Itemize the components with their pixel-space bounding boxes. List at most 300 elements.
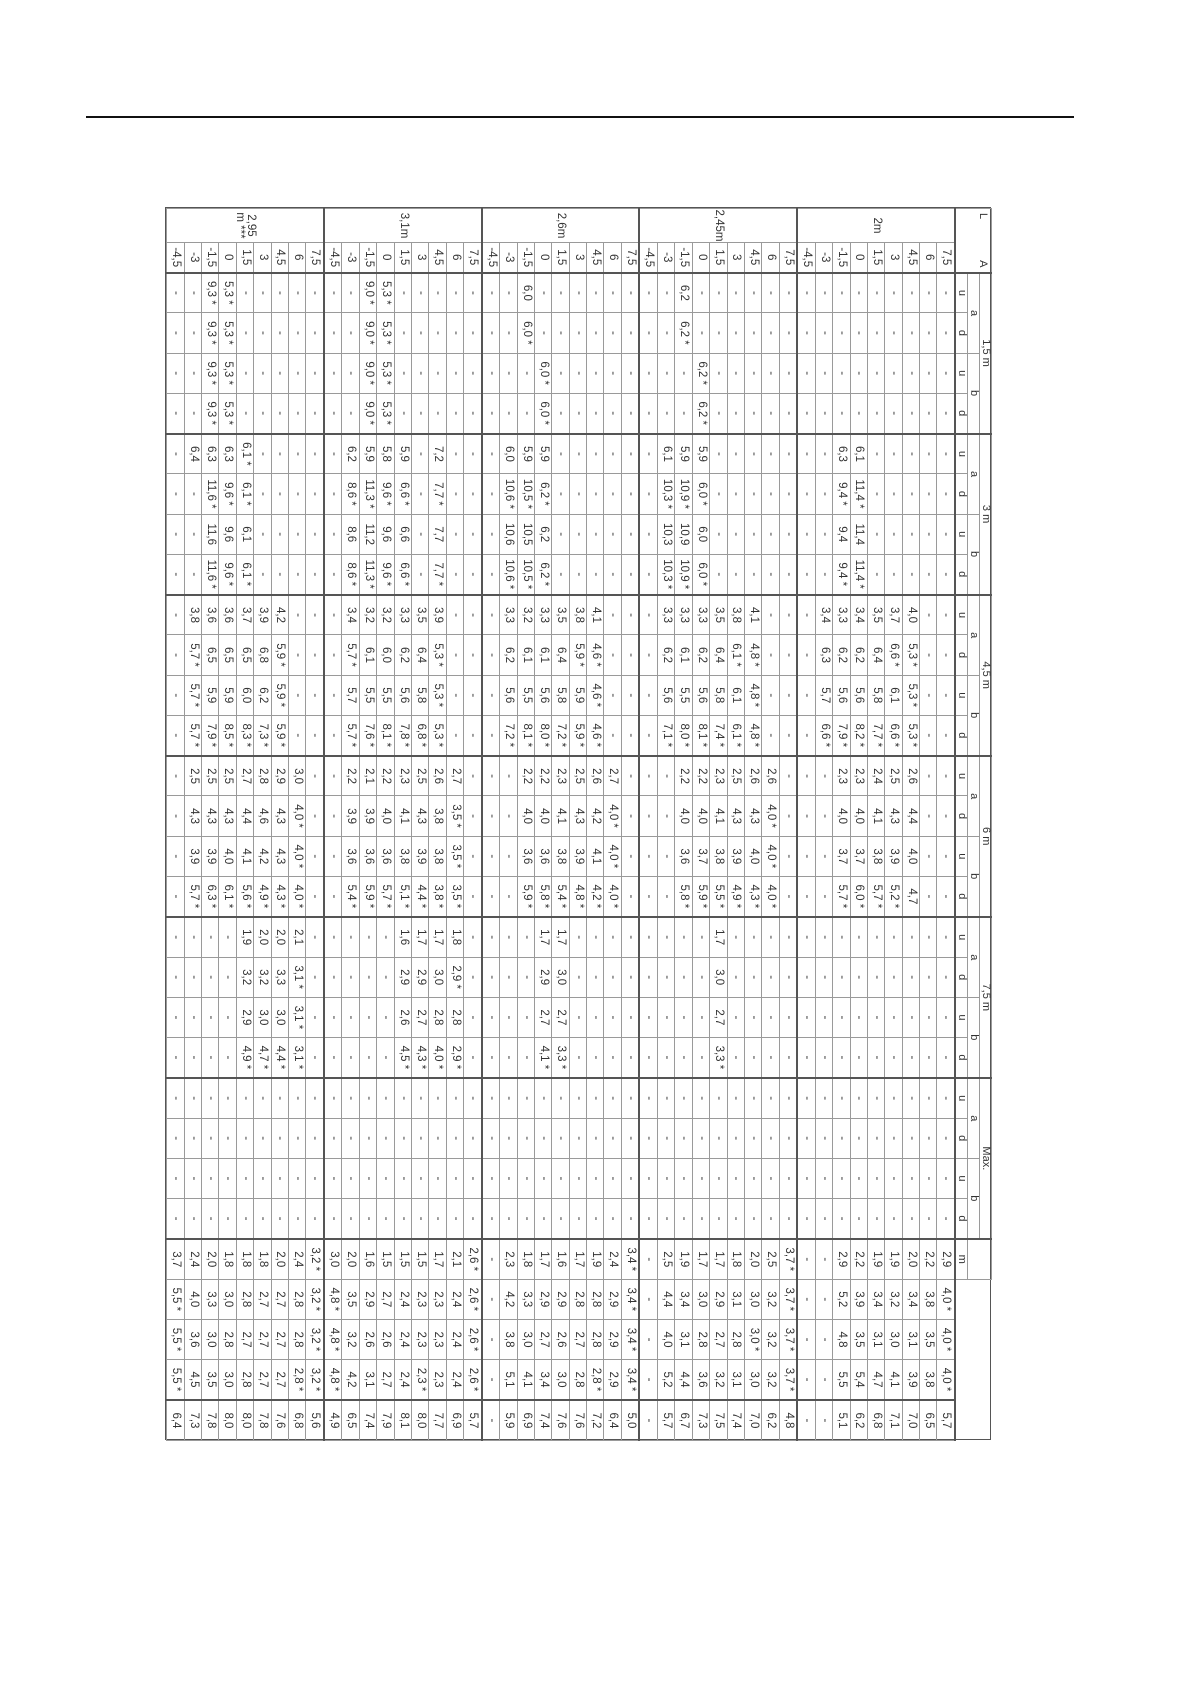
capacity-cell: -: [552, 474, 569, 514]
height-value: -4,5: [639, 243, 657, 273]
capacity-cell: -: [779, 273, 797, 313]
capacity-cell: -: [359, 917, 376, 957]
capacity-cell: 7,2 *: [500, 715, 517, 755]
capacity-cell: -: [621, 1118, 639, 1158]
capacity-cell: 2,2: [377, 756, 394, 796]
capacity-cell: 6,2 *: [534, 474, 551, 514]
capacity-cell: 6,0 *: [534, 393, 551, 433]
capacity-cell: -: [482, 1400, 500, 1441]
capacity-cell: -: [288, 635, 305, 675]
table-row: [517, 209, 534, 1441]
capacity-cell: 5,1: [833, 1400, 850, 1441]
capacity-cell: 8,0: [236, 1400, 253, 1441]
capacity-cell: 3,2 *: [306, 1360, 324, 1400]
radius-group-header: 4,5 m: [980, 595, 992, 756]
capacity-cell: -: [534, 1199, 551, 1239]
capacity-cell: 3,0: [692, 1279, 709, 1319]
capacity-cell: 4,0 *: [937, 1319, 955, 1359]
capacity-cell: -: [658, 796, 675, 836]
capacity-cell: -: [937, 313, 955, 353]
capacity-cell: 3,8 *: [429, 876, 446, 916]
capacity-cell: 5,9: [517, 434, 534, 474]
capacity-cell: -: [621, 675, 639, 715]
capacity-cell: 9,4: [833, 514, 850, 554]
capacity-cell: -: [464, 273, 482, 313]
capacity-cell: 1,8: [446, 917, 463, 957]
capacity-cell: 2,2: [534, 756, 551, 796]
capacity-cell: -: [482, 1118, 500, 1158]
capacity-cell: 3,6: [359, 836, 376, 876]
capacity-cell: 7,8: [202, 1400, 219, 1441]
capacity-cell: -: [342, 1158, 359, 1198]
capacity-cell: 2,7: [236, 1319, 253, 1359]
capacity-cell: -: [552, 353, 569, 393]
capacity-cell: 5,6: [500, 675, 517, 715]
capacity-cell: -: [727, 273, 744, 313]
capacity-cell: -: [464, 313, 482, 353]
capacity-cell: -: [324, 1118, 342, 1158]
capacity-cell: 2,7: [271, 1319, 288, 1359]
capacity-cell: 2,7: [710, 997, 727, 1037]
capacity-cell: -: [254, 273, 271, 313]
corner-label-l: L: [977, 213, 989, 220]
capacity-cell: -: [500, 393, 517, 433]
capacity-cell: 5,5: [359, 675, 376, 715]
capacity-cell: -: [288, 313, 305, 353]
capacity-cell: 3,9: [885, 836, 902, 876]
capacity-cell: -: [482, 836, 500, 876]
capacity-cell: 9,6 *: [377, 474, 394, 514]
capacity-cell: -: [482, 796, 500, 836]
capacity-cell: -: [482, 997, 500, 1037]
capacity-cell: -: [779, 393, 797, 433]
capacity-cell: -: [833, 1199, 850, 1239]
sub-group-header: a: [968, 1078, 980, 1159]
capacity-cell: -: [779, 474, 797, 514]
capacity-cell: -: [815, 1158, 832, 1198]
direction-header: d: [955, 393, 968, 433]
capacity-cell: -: [885, 353, 902, 393]
capacity-cell: 2,3: [552, 756, 569, 796]
capacity-cell: -: [288, 1199, 305, 1239]
capacity-cell: 3,8: [710, 836, 727, 876]
table-body: [167, 209, 956, 1441]
boom-length-label: [324, 209, 482, 243]
capacity-cell: -: [621, 514, 639, 554]
capacity-cell: 3,0: [744, 1279, 761, 1319]
height-value: 0: [850, 243, 867, 273]
capacity-cell: -: [797, 353, 815, 393]
capacity-cell: 2,8: [692, 1319, 709, 1359]
height-value: 4,5: [902, 243, 919, 273]
height-value: -3: [342, 243, 359, 273]
table-row: [271, 209, 288, 1441]
capacity-cell: -: [464, 393, 482, 433]
capacity-cell: -: [184, 514, 201, 554]
capacity-cell: -: [482, 1158, 500, 1198]
capacity-cell: -: [324, 434, 342, 474]
capacity-cell: -: [920, 997, 937, 1037]
capacity-cell: 6,0 *: [692, 474, 709, 514]
capacity-cell: -: [621, 393, 639, 433]
capacity-cell: -: [306, 554, 324, 594]
capacity-cell: -: [727, 1199, 744, 1239]
capacity-cell: -: [744, 434, 761, 474]
capacity-cell: 2,7: [411, 997, 428, 1037]
capacity-cell: -: [902, 554, 919, 594]
capacity-cell: -: [937, 393, 955, 433]
capacity-cell: 5,3 *: [219, 313, 236, 353]
capacity-cell: -: [167, 997, 185, 1037]
capacity-cell: -: [850, 997, 867, 1037]
capacity-cell: -: [639, 554, 657, 594]
capacity-cell: 2,8: [569, 1279, 586, 1319]
capacity-cell: -: [639, 917, 657, 957]
capacity-cell: -: [797, 876, 815, 916]
capacity-cell: -: [920, 796, 937, 836]
capacity-cell: -: [779, 313, 797, 353]
capacity-cell: 2,6: [762, 756, 779, 796]
capacity-cell: -: [167, 1118, 185, 1158]
table-row: [779, 209, 797, 1441]
capacity-cell: -: [867, 393, 884, 433]
capacity-cell: 4,8 *: [744, 675, 761, 715]
capacity-cell: -: [815, 756, 832, 796]
capacity-cell: -: [342, 997, 359, 1037]
capacity-cell: 2,7: [271, 1360, 288, 1400]
capacity-cell: 1,9: [885, 1239, 902, 1279]
capacity-cell: -: [797, 836, 815, 876]
page-top-rule: [86, 116, 1074, 118]
capacity-cell: -: [167, 675, 185, 715]
capacity-cell: -: [727, 1158, 744, 1198]
table-row: [394, 209, 411, 1441]
capacity-cell: -: [833, 997, 850, 1037]
capacity-cell: 3,1: [359, 1360, 376, 1400]
capacity-cell: -: [797, 1199, 815, 1239]
capacity-cell: 3,0: [429, 957, 446, 997]
capacity-cell: 3,6: [692, 1360, 709, 1400]
capacity-cell: 2,7: [254, 1360, 271, 1400]
capacity-cell: -: [762, 595, 779, 635]
capacity-cell: 1,8: [219, 1239, 236, 1279]
height-value: 6: [604, 243, 621, 273]
capacity-cell: -: [867, 997, 884, 1037]
capacity-cell: 6,1: [850, 434, 867, 474]
capacity-cell: -: [464, 836, 482, 876]
capacity-cell: -: [587, 554, 604, 594]
capacity-cell: -: [446, 1118, 463, 1158]
capacity-cell: -: [569, 353, 586, 393]
direction-header: d: [955, 1199, 968, 1239]
capacity-cell: -: [639, 474, 657, 514]
capacity-cell: -: [569, 313, 586, 353]
capacity-cell: -: [288, 434, 305, 474]
capacity-cell: -: [236, 353, 253, 393]
capacity-cell: 4,4: [902, 796, 919, 836]
capacity-cell: -: [639, 1158, 657, 1198]
capacity-cell: 2,2: [850, 1239, 867, 1279]
direction-header: u: [955, 273, 968, 313]
capacity-cell: 6,2 *: [692, 393, 709, 433]
capacity-cell: -: [867, 273, 884, 313]
capacity-cell: -: [937, 635, 955, 675]
capacity-cell: 7,0: [744, 1400, 761, 1441]
table-row: [464, 209, 482, 1441]
capacity-cell: -: [587, 917, 604, 957]
capacity-cell: 2,3: [394, 756, 411, 796]
capacity-cell: -: [324, 836, 342, 876]
capacity-cell: -: [797, 1400, 815, 1441]
capacity-cell: -: [621, 876, 639, 916]
capacity-cell: 6,5: [342, 1400, 359, 1441]
capacity-cell: -: [744, 957, 761, 997]
capacity-cell: -: [342, 273, 359, 313]
capacity-cell: 1,7: [411, 917, 428, 957]
capacity-cell: -: [534, 1078, 551, 1118]
capacity-cell: -: [639, 273, 657, 313]
capacity-cell: -: [464, 715, 482, 755]
sub-group-header: a: [968, 273, 980, 354]
capacity-cell: -: [254, 353, 271, 393]
capacity-cell: 3,0: [744, 1360, 761, 1400]
capacity-cell: -: [692, 1078, 709, 1118]
capacity-cell: 3,2: [236, 957, 253, 997]
capacity-cell: -: [621, 756, 639, 796]
capacity-cell: -: [324, 796, 342, 836]
capacity-cell: -: [727, 997, 744, 1037]
capacity-cell: 2,1: [288, 917, 305, 957]
capacity-cell: -: [692, 957, 709, 997]
capacity-cell: 2,7: [446, 756, 463, 796]
capacity-cell: -: [639, 796, 657, 836]
capacity-cell: 4,1: [885, 1360, 902, 1400]
capacity-cell: -: [658, 1158, 675, 1198]
capacity-cell: 5,9: [534, 434, 551, 474]
capacity-cell: -: [815, 1038, 832, 1078]
capacity-cell: -: [815, 876, 832, 916]
capacity-cell: 4,6 *: [587, 715, 604, 755]
capacity-cell: -: [464, 434, 482, 474]
capacity-cell: 1,7: [692, 1239, 709, 1279]
capacity-cell: -: [621, 1158, 639, 1198]
capacity-cell: -: [517, 957, 534, 997]
capacity-cell: -: [359, 1078, 376, 1118]
capacity-cell: -: [621, 1199, 639, 1239]
capacity-cell: 3,4: [850, 595, 867, 635]
capacity-cell: 3,9: [727, 836, 744, 876]
capacity-cell: 2,8: [587, 1279, 604, 1319]
capacity-cell: -: [394, 393, 411, 433]
capacity-cell: 3,9: [184, 836, 201, 876]
capacity-cell: 5,3 *: [219, 393, 236, 433]
capacity-cell: 4,0 *: [288, 836, 305, 876]
capacity-cell: -: [219, 1078, 236, 1118]
capacity-cell: -: [219, 1038, 236, 1078]
capacity-cell: -: [867, 1038, 884, 1078]
capacity-cell: -: [167, 756, 185, 796]
capacity-cell: 4,0 *: [429, 1038, 446, 1078]
capacity-cell: -: [306, 675, 324, 715]
capacity-cell: 9,0 *: [359, 353, 376, 393]
capacity-cell: -: [552, 1118, 569, 1158]
height-value: 7,5: [937, 243, 955, 273]
capacity-cell: 6,5: [202, 635, 219, 675]
capacity-cell: -: [202, 1038, 219, 1078]
capacity-cell: -: [517, 917, 534, 957]
capacity-cell: -: [236, 1199, 253, 1239]
capacity-cell: 5,3 *: [429, 715, 446, 755]
capacity-cell: 5,3 *: [219, 353, 236, 393]
height-value: 1,5: [710, 243, 727, 273]
capacity-cell: 1,5: [411, 1239, 428, 1279]
capacity-cell: -: [797, 1078, 815, 1118]
capacity-cell: 9,3 *: [202, 393, 219, 433]
direction-header: u: [955, 595, 968, 635]
capacity-cell: -: [692, 1199, 709, 1239]
capacity-cell: 4,0: [744, 836, 761, 876]
capacity-cell: 2,9: [534, 1279, 551, 1319]
table-row: [324, 209, 342, 1441]
capacity-cell: -: [762, 675, 779, 715]
direction-header: u: [955, 917, 968, 957]
capacity-cell: -: [517, 353, 534, 393]
table-row: [202, 209, 219, 1441]
capacity-cell: 3,7: [850, 836, 867, 876]
capacity-cell: 3,2: [762, 1360, 779, 1400]
capacity-cell: -: [254, 1199, 271, 1239]
table-row: [500, 209, 517, 1441]
capacity-cell: 5,9 *: [271, 675, 288, 715]
capacity-cell: 3,4: [902, 1279, 919, 1319]
capacity-cell: 3,9: [850, 1279, 867, 1319]
capacity-cell: -: [902, 313, 919, 353]
height-value: -4,5: [482, 243, 500, 273]
capacity-cell: -: [692, 1118, 709, 1158]
capacity-cell: -: [675, 1118, 692, 1158]
capacity-cell: 6,1: [517, 635, 534, 675]
capacity-cell: 3,5: [411, 595, 428, 635]
capacity-cell: -: [482, 393, 500, 433]
capacity-cell: -: [342, 1078, 359, 1118]
capacity-cell: -: [482, 1199, 500, 1239]
capacity-cell: 4,8: [833, 1319, 850, 1359]
capacity-cell: 5,7: [815, 675, 832, 715]
capacity-cell: -: [324, 273, 342, 313]
capacity-cell: -: [411, 554, 428, 594]
capacity-cell: -: [867, 313, 884, 353]
capacity-cell: 8,6: [342, 514, 359, 554]
capacity-cell: 4,9 *: [254, 876, 271, 916]
capacity-cell: -: [184, 273, 201, 313]
capacity-cell: -: [885, 514, 902, 554]
capacity-cell: -: [288, 1118, 305, 1158]
capacity-cell: 8,1 *: [692, 715, 709, 755]
sub-group-header: b: [968, 1158, 980, 1239]
capacity-cell: 6,5: [236, 635, 253, 675]
capacity-cell: 5,3 *: [219, 273, 236, 313]
height-value: 6: [920, 243, 937, 273]
capacity-cell: 6,1 *: [236, 434, 253, 474]
capacity-cell: -: [202, 917, 219, 957]
capacity-cell: 8,1: [394, 1400, 411, 1441]
capacity-cell: 2,2: [675, 756, 692, 796]
capacity-cell: -: [429, 273, 446, 313]
capacity-cell: -: [779, 675, 797, 715]
capacity-cell: 5,5 *: [167, 1360, 185, 1400]
capacity-cell: -: [639, 353, 657, 393]
capacity-cell: 6,3: [815, 635, 832, 675]
capacity-cell: 1,8: [254, 1239, 271, 1279]
capacity-cell: 3,0: [552, 1360, 569, 1400]
capacity-cell: -: [675, 353, 692, 393]
capacity-cell: 7,4: [727, 1400, 744, 1441]
capacity-cell: 4,9: [324, 1400, 342, 1441]
capacity-cell: -: [464, 595, 482, 635]
capacity-cell: 4,3: [411, 796, 428, 836]
capacity-cell: -: [202, 1118, 219, 1158]
capacity-cell: 6,1: [534, 635, 551, 675]
capacity-cell: -: [815, 514, 832, 554]
capacity-cell: -: [902, 997, 919, 1037]
capacity-cell: -: [815, 997, 832, 1037]
capacity-cell: 2,7: [377, 1360, 394, 1400]
capacity-cell: 4,0: [692, 796, 709, 836]
capacity-cell: -: [604, 434, 621, 474]
capacity-cell: 3,7: [692, 836, 709, 876]
capacity-cell: 3,8: [429, 836, 446, 876]
capacity-cell: -: [658, 1118, 675, 1158]
capacity-cell: 7,3: [692, 1400, 709, 1441]
table-row: [639, 209, 657, 1441]
capacity-cell: -: [482, 1038, 500, 1078]
table-row: [569, 209, 586, 1441]
capacity-cell: 6,4: [184, 434, 201, 474]
capacity-cell: 5,3 *: [429, 635, 446, 675]
capacity-cell: -: [604, 595, 621, 635]
capacity-cell: -: [167, 393, 185, 433]
capacity-cell: -: [587, 1078, 604, 1118]
capacity-cell: -: [411, 1199, 428, 1239]
capacity-cell: 5,9: [569, 675, 586, 715]
capacity-cell: 2,1: [446, 1239, 463, 1279]
capacity-cell: -: [639, 1400, 657, 1441]
capacity-cell: -: [902, 393, 919, 433]
capacity-cell: 2,0: [902, 1239, 919, 1279]
capacity-cell: -: [324, 756, 342, 796]
sub-group-header: b: [968, 836, 980, 917]
sub-group-header: b: [968, 997, 980, 1078]
capacity-cell: -: [271, 1118, 288, 1158]
capacity-cell: 1,6: [394, 917, 411, 957]
capacity-cell: 7,7: [429, 514, 446, 554]
capacity-cell: -: [779, 836, 797, 876]
capacity-cell: -: [167, 554, 185, 594]
capacity-cell: 4,8 *: [744, 715, 761, 755]
capacity-cell: 7,2 *: [552, 715, 569, 755]
capacity-cell: 5,3 *: [902, 715, 919, 755]
capacity-cell: -: [797, 554, 815, 594]
capacity-cell: -: [744, 313, 761, 353]
capacity-cell: 5,7 *: [342, 715, 359, 755]
capacity-cell: -: [482, 514, 500, 554]
capacity-cell: -: [552, 554, 569, 594]
capacity-cell: -: [411, 474, 428, 514]
capacity-cell: -: [937, 675, 955, 715]
capacity-cell: -: [342, 957, 359, 997]
capacity-cell: -: [219, 1199, 236, 1239]
capacity-cell: 6,1 *: [236, 554, 253, 594]
